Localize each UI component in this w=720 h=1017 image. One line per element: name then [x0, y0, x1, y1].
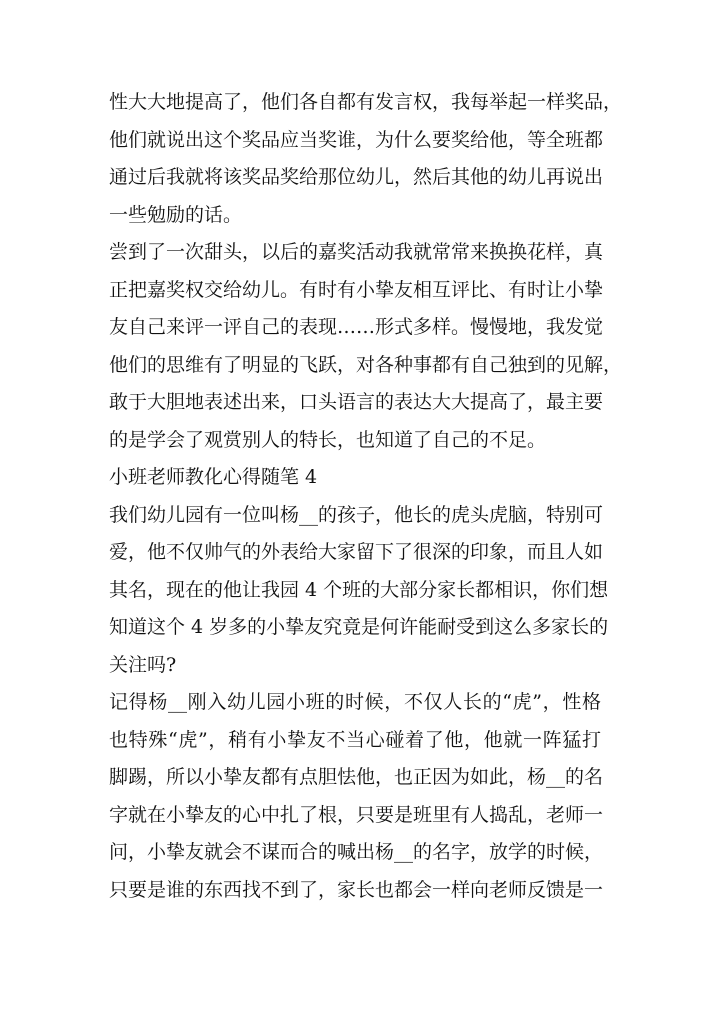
- text-line: 尝到了一次甜头，以后的嘉奖活动我就常常来换换花样，真: [109, 241, 604, 263]
- text-line: 一些勉励的话。: [109, 203, 243, 226]
- text-line: 问，小挚友就会不谋而合的喊出杨__的名字，放学的时候，: [109, 841, 604, 863]
- text-line: 爱，他不仅帅气的外表给大家留下了很深的印象，而且人如: [109, 541, 604, 563]
- text-line: 关注吗?: [109, 653, 177, 676]
- text-line: 也特殊“虎”，稍有小挚友不当心碰着了他，他就一阵猛打: [109, 728, 601, 751]
- text-line: 正把嘉奖权交给幼儿。有时有小挚友相互评比、有时让小挚: [109, 278, 604, 301]
- text-line: 记得杨__刚入幼儿园小班的时候，不仅人长的“虎”，性格: [109, 691, 601, 713]
- section-heading: 小班老师教化心得随笔 4: [109, 466, 318, 488]
- text-line: 敢于大胆地表述出来，口头语言的表达大大提高了，最主要: [109, 391, 604, 413]
- text-line: 友自己来评一评自己的表现……形式多样。慢慢地，我发觉: [109, 316, 604, 338]
- text-line: 其名，现在的他让我园 4 个班的大部分家长都相识，你们想: [109, 578, 609, 601]
- text-line: 性大大地提高了，他们各自都有发言权，我每举起一样奖品，: [109, 91, 623, 113]
- text-line: 他们就说出这个奖品应当奖谁，为什么要奖给他，等全班都: [109, 128, 604, 151]
- document-body: [109, 84, 623, 909]
- text-line: 知道这个 4 岁多的小挚友究竟是何许能耐受到这么多家长的: [109, 616, 609, 638]
- text-line: 他们的思维有了明显的飞跃，对各种事都有自己独到的见解，: [109, 353, 623, 376]
- text-line: 的是学会了观赏别人的特长，也知道了自己的不足。: [109, 428, 547, 451]
- text-line: 只要是谁的东西找不到了，家长也都会一样向老师反馈是一: [109, 878, 604, 901]
- text-line: 字就在小挚友的心中扎了根，只要是班里有人捣乱，老师一: [109, 803, 604, 826]
- text-line: 我们幼儿园有一位叫杨__的孩子，他长的虎头虎脑，特别可: [109, 503, 604, 526]
- text-line: 通过后我就将该奖品奖给那位幼儿，然后其他的幼儿再说出: [109, 166, 604, 188]
- text-line: 脚踢，所以小挚友都有点胆怯他，也正因为如此，杨__的名: [109, 766, 604, 788]
